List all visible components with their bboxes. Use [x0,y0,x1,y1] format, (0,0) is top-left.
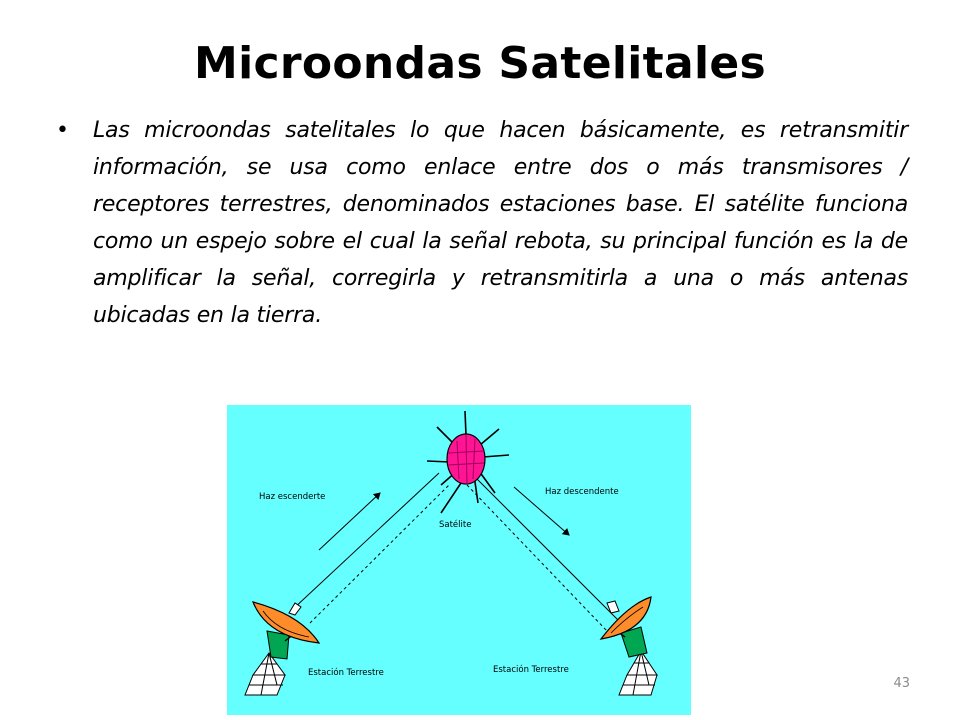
satellite-diagram-svg [227,405,691,715]
label-downlink: Haz descendente [545,487,619,497]
bullet-dot-icon: • [56,118,69,143]
bullet-list [56,112,908,334]
label-satellite: Satélite [439,520,472,530]
label-station-right: Estación Terrestre [493,665,569,675]
label-uplink: Haz escenderte [259,492,326,502]
satellite-diagram [227,405,691,715]
label-station-left: Estación Terrestre [308,668,384,678]
downlink-beam-line [475,477,621,623]
slide-title: Microondas Satelitales [194,38,766,89]
bullet-text: Las microondas satelitales lo que hacen básicamente, es retransmitir información, se usa como enlace entre dos o más transmisores / receptores terrestres, denominados estaciones base. El satélite funciona como un espejo sobre el cual la señal rebota, su principal función es la de amplificar la señal, corregirla y retransmitirla a una o más antenas ubicadas en la tierra. [93,118,908,328]
bullet-item [56,112,908,334]
page-number: 43 [893,676,910,691]
left-earth-station-icon [245,602,319,695]
satellite-icon [427,411,509,513]
uplink-arrow-icon [319,493,380,550]
uplink-beam-dashed [310,485,449,623]
